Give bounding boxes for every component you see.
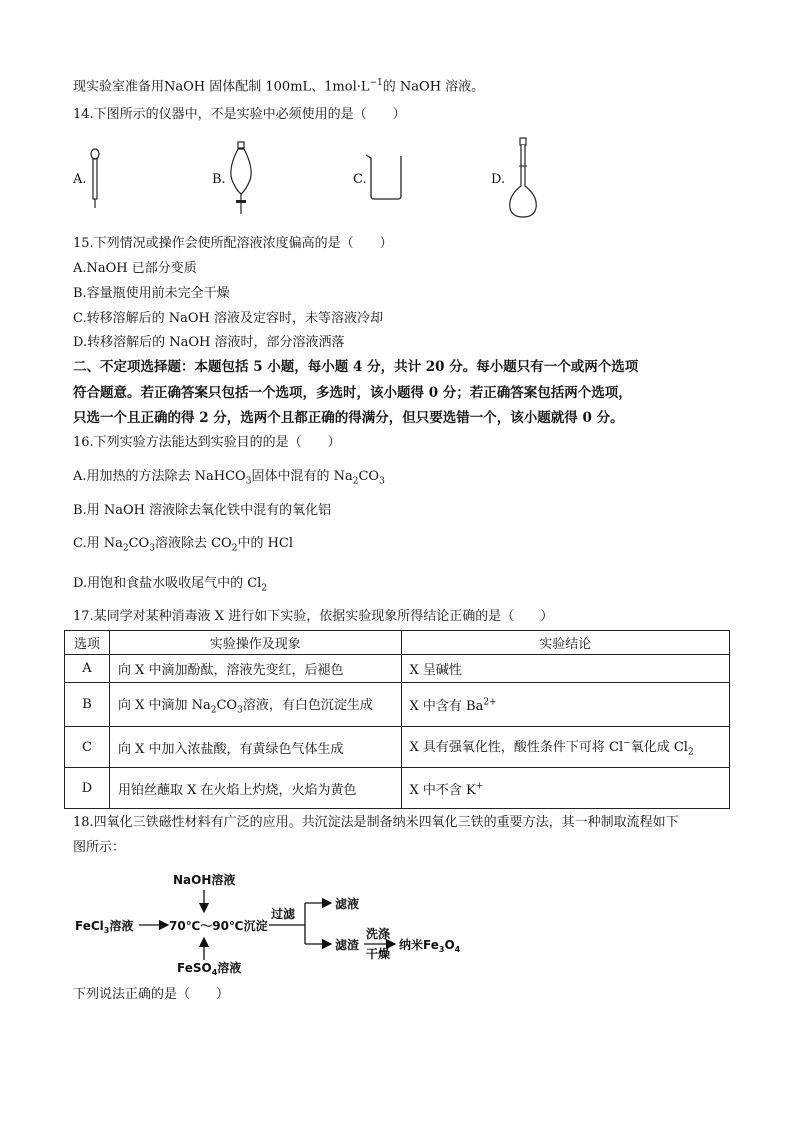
q18-stem-line-2: 图所示：	[73, 840, 126, 855]
beaker-icon	[364, 152, 406, 202]
row-option: B	[65, 683, 110, 727]
flow-filter-label: 过滤	[271, 907, 296, 921]
q18-footer: 下列说法正确的是（ ）	[73, 987, 230, 1002]
q16-option-a: A.用加热的方法除去 NaHCO$_3$固体中混有的 $Na_2CO_3$	[73, 469, 385, 487]
flow-filtrate-label: 滤液	[335, 897, 360, 911]
volumetric-flask-icon	[506, 136, 540, 220]
q16-option-d: D.用饱和食盐水吸收尾气中的 $Cl_2$	[73, 576, 268, 594]
q14-option-b-label: B.	[212, 172, 226, 187]
section2-line-1: 二、不定项选择题：本题包括 5 小题，每小题 4 分，共计 20 分。每小题只有一个或两个选项	[73, 359, 639, 375]
intro-line: 现实验室准备用NaOH 固体配制 100mL、$1mol\cdot L^{-1}$的 NaOH 溶液。	[73, 78, 485, 95]
experiment-table	[64, 630, 730, 809]
q14-option-d-label: D.	[491, 172, 506, 187]
q16-stem: 16.下列实验方法能达到实验目的的是（ ）	[73, 435, 341, 450]
row-operation: 向 X 中滴加 $Na_2CO_3$溶液，有白色沉淀生成	[109, 683, 401, 727]
row-operation: 向 X 中滴加酚酞，溶液先变红，后褪色	[109, 655, 401, 683]
q14-stem: 14.下图所示的仪器中，不是实验中必须使用的是（ ）	[73, 107, 406, 122]
row-conclusion: X 中不含 K+	[401, 768, 729, 809]
q16-option-b: B.用 NaOH 溶液除去氧化铁中混有的氧化铝	[73, 503, 332, 518]
q15-option-b: B.容量瓶使用前未完全干燥	[73, 286, 230, 301]
q18-stem-line-1: 18.四氧化三铁磁性材料有广泛的应用。共沉淀法是制备纳米四氧化三铁的重要方法，其一种制取流程如下	[73, 815, 679, 830]
row-conclusion: X 呈碱性	[401, 655, 729, 683]
q15-option-c: C.转移溶解后的 NaOH 溶液及定容时，未等溶液冷却	[73, 311, 384, 326]
table-row	[65, 727, 730, 768]
row-conclusion: X 中含有 $Ba^{2+}$	[401, 683, 729, 727]
q14-option-c-label: C.	[353, 172, 367, 187]
row-option: D	[65, 768, 110, 809]
q15-option-a: A.NaOH 已部分变质	[73, 261, 197, 276]
table-row	[65, 768, 730, 809]
flow-fecl3-label: FeCl$_3$溶液	[75, 919, 134, 935]
separatory-funnel-icon	[226, 140, 256, 216]
q15-option-d: D.转移溶解后的 NaOH 溶液时，部分溶液洒落	[73, 335, 345, 350]
row-operation: 向 X 中加入浓盐酸，有黄绿色气体生成	[109, 727, 401, 768]
header-option: 选项	[65, 631, 110, 655]
row-operation: 用铂丝蘸取 X 在火焰上灼烧，火焰为黄色	[109, 768, 401, 809]
dropper-icon	[88, 148, 104, 210]
section2-line-3: 只选一个且正确的得 2 分，选两个且都正确的得满分，但只要选错一个，该小题就得 0 分。	[73, 410, 624, 426]
row-conclusion: X 具有强氧化性，酸性条件下可将 Cl−氧化成 $Cl_2$	[401, 727, 729, 768]
flow-dry-label: 干燥	[366, 947, 391, 961]
table-row	[65, 655, 730, 683]
q17-stem: 17.某同学对某种消毒液 X 进行如下实验，依据实验现象所得结论正确的是（ ）	[73, 609, 554, 624]
flow-process-label: 70℃～90℃沉淀	[169, 919, 268, 933]
flow-product-label: 纳米$Fe_3O_4$	[399, 938, 461, 954]
section2-line-2: 符合题意。若正确答案只包括一个选项，多选时，该小题得 0 分；若正确答案包括两个选项，	[73, 385, 632, 401]
flow-residue-label: 滤渣	[335, 938, 360, 952]
header-operation: 实验操作及现象	[109, 631, 401, 655]
q16-option-c: C.用 $Na_2CO_3$溶液除去 $CO_2$中的 HCl	[73, 536, 294, 554]
q14-option-a-label: A.	[73, 172, 87, 187]
header-conclusion: 实验结论	[401, 631, 729, 655]
row-option: C	[65, 727, 110, 768]
flow-feso4-label: FeSO$_4$溶液	[177, 961, 242, 977]
flowchart	[73, 868, 493, 978]
table-row	[65, 683, 730, 727]
table-header-row	[65, 631, 730, 655]
flow-wash-label: 洗涤	[366, 927, 391, 941]
row-option: A	[65, 655, 110, 683]
flow-naoh-label: NaOH溶液	[173, 873, 236, 887]
q15-stem: 15.下列情况或操作会使所配溶液浓度偏高的是（ ）	[73, 236, 393, 251]
